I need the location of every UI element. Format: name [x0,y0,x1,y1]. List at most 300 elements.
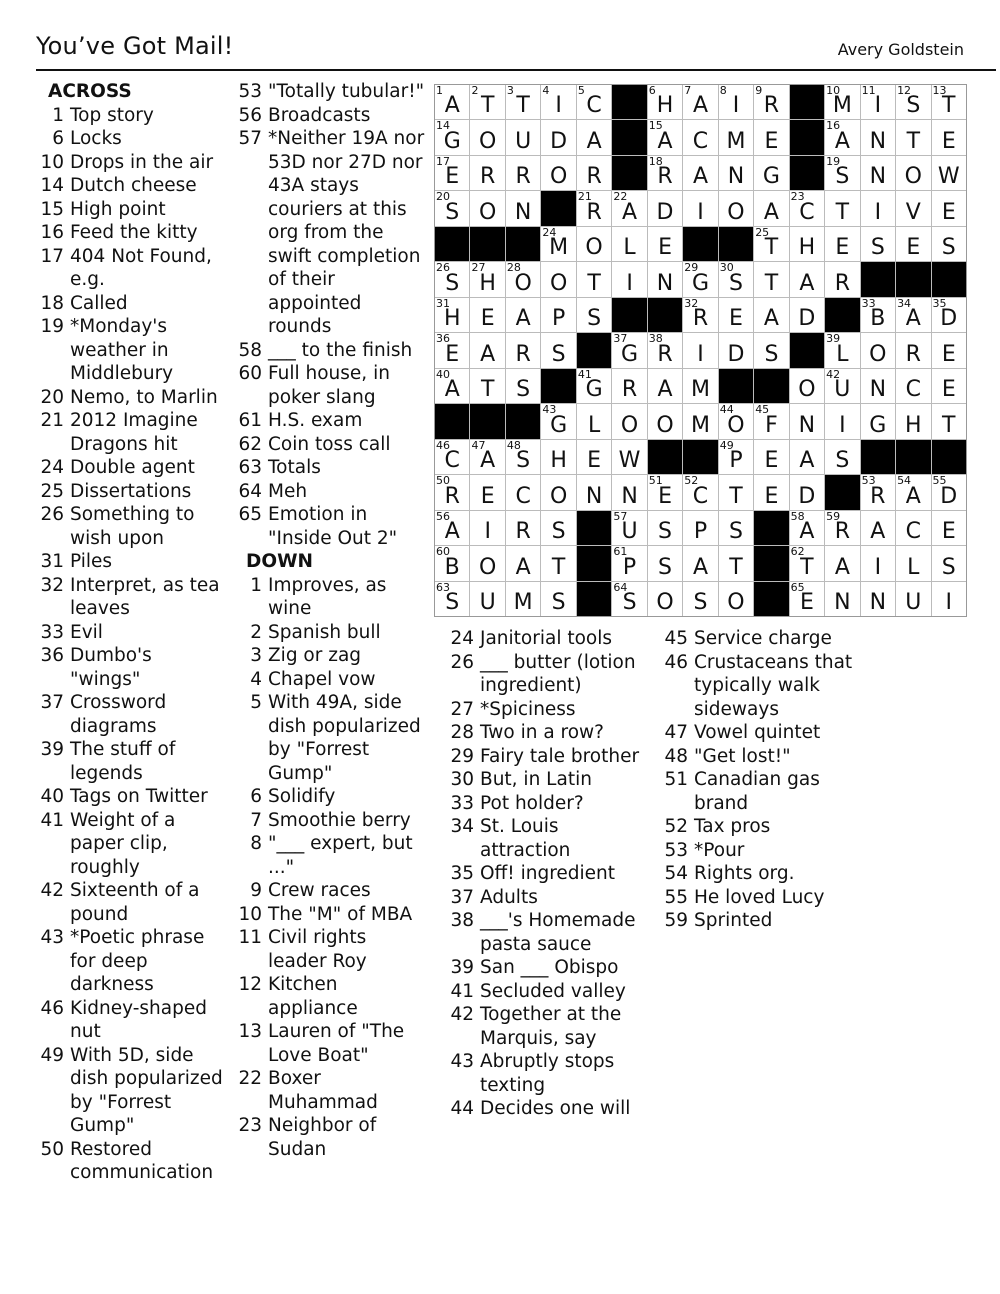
clue-text: Secluded valley [480,980,626,1002]
grid-cell[interactable] [932,475,966,509]
grid-cell[interactable] [435,546,469,580]
grid-cell[interactable] [790,582,824,616]
black-square [861,440,895,474]
grid-cell[interactable] [541,511,575,545]
header-rule [36,69,996,71]
grid-cell[interactable] [683,404,717,438]
cell-letter: S [622,590,637,615]
grid-cell[interactable] [612,582,646,616]
grid-cell[interactable] [541,546,575,580]
grid-cell[interactable] [683,298,717,332]
clue-number: 52 [664,816,688,837]
grid-cell[interactable] [932,333,966,367]
clue-item [236,832,426,879]
grid-cell[interactable] [896,191,930,225]
grid-cell[interactable] [790,262,824,296]
clue-text: Vowel quintet [694,722,821,743]
grid-cell[interactable] [470,191,504,225]
clue-item [662,627,862,651]
grid-cell[interactable] [825,369,859,403]
grid-cell[interactable] [683,475,717,509]
grid-cell[interactable] [754,262,788,296]
grid-cell[interactable] [932,546,966,580]
grid-cell[interactable] [612,191,646,225]
grid-cell[interactable] [932,404,966,438]
cell-letter: I [874,554,882,580]
grid-cell[interactable] [648,156,682,190]
clue-text: Double agent [70,457,195,478]
grid-cell[interactable] [577,298,611,332]
crossword-grid [434,84,967,617]
grid-cell[interactable] [861,511,895,545]
grid-cell[interactable] [790,227,824,261]
grid-cell[interactable] [470,475,504,509]
grid-cell[interactable] [435,191,469,225]
clue-number: 32 [40,574,64,596]
grid-cell[interactable] [861,333,895,367]
grid-cell[interactable] [470,546,504,580]
grid-cell[interactable] [754,227,788,261]
grid-cell[interactable] [577,262,611,296]
grid-cell[interactable] [754,85,788,119]
clue-number: 43 [40,927,64,948]
clue-number: 46 [664,651,688,673]
grid-cell[interactable] [932,85,966,119]
grid-cell[interactable] [470,582,504,616]
grid-cell[interactable] [435,85,469,119]
clue-number: 26 [450,651,474,673]
grid-cell[interactable] [683,191,717,225]
grid-cell[interactable] [683,333,717,367]
cell-letter: U [905,590,922,615]
grid-cell[interactable] [470,120,504,154]
cell-number: 13 [932,85,947,97]
grid-cell[interactable] [648,227,682,261]
clue-number: 45 [664,628,688,649]
grid-cell[interactable] [790,475,824,509]
grid-cell[interactable] [896,333,930,367]
grid-cell[interactable] [435,369,469,403]
grid-cell[interactable] [754,333,788,367]
clue-text: Off! ingredient [480,863,616,884]
grid-cell[interactable] [506,298,540,332]
grid-cell[interactable] [612,369,646,403]
grid-cell[interactable] [577,369,611,403]
grid-cell[interactable] [790,546,824,580]
grid-cell[interactable] [541,333,575,367]
clue-item [236,691,426,785]
cell-letter: A [905,483,921,509]
clue-text: Decides one will [480,1098,631,1119]
clue-item [38,574,228,621]
clue-column-2 [236,80,426,1161]
grid-cell[interactable] [612,546,646,580]
grid-cell[interactable] [825,511,859,545]
cell-letter: G [869,412,887,438]
grid-cell[interactable] [612,440,646,474]
clue-text: Civil rights leader Roy [268,927,367,972]
cell-number: 64 [613,581,628,594]
cell-letter: R [444,483,460,509]
cell-letter: O [549,164,568,190]
grid-cell[interactable] [825,191,859,225]
clue-item [38,809,228,880]
grid-cell[interactable] [435,582,469,616]
grid-cell[interactable] [790,440,824,474]
grid-cell[interactable] [754,440,788,474]
grid-cell[interactable] [754,475,788,509]
grid-cell[interactable] [435,298,469,332]
grid-cell[interactable] [790,298,824,332]
grid-cell[interactable] [612,333,646,367]
grid-cell[interactable] [648,582,682,616]
grid-cell[interactable] [719,582,753,616]
grid-cell[interactable] [719,120,753,154]
grid-cell[interactable] [470,369,504,403]
grid-cell[interactable] [896,475,930,509]
clue-item [38,315,228,386]
grid-cell[interactable] [825,156,859,190]
grid-cell[interactable] [612,227,646,261]
grid-cell[interactable] [648,262,682,296]
grid-cell[interactable] [719,298,753,332]
grid-cell[interactable] [932,298,966,332]
grid-cell[interactable] [825,333,859,367]
grid-cell[interactable] [470,333,504,367]
grid-cell[interactable] [754,298,788,332]
clue-text: Fairy tale brother [480,745,640,767]
grid-cell[interactable] [825,404,859,438]
cell-number: 43 [542,404,557,417]
grid-cell[interactable] [435,333,469,367]
grid-cell[interactable] [506,440,540,474]
grid-cell[interactable] [719,475,753,509]
cell-letter: A [834,128,850,154]
clue-item [236,903,426,927]
grid-cell[interactable] [683,262,717,296]
grid-cell[interactable] [470,262,504,296]
cell-number: 58 [790,510,805,523]
grid-cell[interactable] [683,369,717,403]
grid-cell[interactable] [648,369,682,403]
clue-text: *Monday's weather in Middlebury [70,316,174,384]
grid-cell[interactable] [541,85,575,119]
grid-cell[interactable] [577,227,611,261]
grid-cell[interactable] [541,120,575,154]
grid-cell[interactable] [506,85,540,119]
clue-item [662,745,862,769]
grid-cell[interactable] [861,369,895,403]
grid-cell[interactable] [506,120,540,154]
grid-cell[interactable] [896,120,930,154]
cell-number: 61 [613,546,628,559]
grid-cell[interactable] [790,191,824,225]
grid-cell[interactable] [541,298,575,332]
grid-cell[interactable] [861,298,895,332]
grid-cell[interactable] [683,156,717,190]
grid-cell[interactable] [790,404,824,438]
grid-cell[interactable] [506,511,540,545]
clue-number: 55 [664,886,688,908]
clue-text: Zig or zag [268,645,362,666]
grid-cell[interactable] [506,546,540,580]
clue-item [448,768,648,792]
cell-number: 36 [436,333,450,346]
grid-cell[interactable] [541,227,575,261]
grid-cell[interactable] [435,475,469,509]
cell-letter: R [763,93,780,119]
grid-cell[interactable] [506,333,540,367]
cell-letter: E [764,128,779,154]
grid-cell[interactable] [896,582,930,616]
clue-text: Kitchen appliance [268,974,358,1019]
grid-cell[interactable] [861,120,895,154]
clue-text: Together at the Marquis, say [480,1004,622,1049]
cell-letter: S [551,341,566,367]
cell-number: 62 [790,546,805,559]
grid-cell[interactable] [932,156,966,190]
cell-letter: T [800,554,814,580]
grid-cell[interactable] [435,262,469,296]
grid-cell[interactable] [719,404,753,438]
grid-cell[interactable] [470,298,504,332]
grid-cell[interactable] [648,191,682,225]
grid-cell[interactable] [577,475,611,509]
grid-cell[interactable] [861,475,895,509]
grid-cell[interactable] [577,440,611,474]
grid-cell[interactable] [825,227,859,261]
grid-cell[interactable] [470,511,504,545]
cell-letter: E [941,341,956,367]
grid-cell[interactable] [825,85,859,119]
grid-cell[interactable] [896,227,930,261]
grid-cell[interactable] [577,85,611,119]
grid-cell[interactable] [825,262,859,296]
cell-letter: N [585,483,603,509]
cell-letter: N [656,270,674,296]
grid-cell[interactable] [932,120,966,154]
clue-text: Smoothie berry [268,809,411,831]
grid-cell[interactable] [612,475,646,509]
grid-cell[interactable] [932,582,966,616]
clue-number: 39 [40,739,64,760]
clue-text: Coin toss call [268,433,391,455]
clue-item [38,221,228,245]
grid-cell[interactable] [754,191,788,225]
grid-cell[interactable] [506,262,540,296]
grid-cell[interactable] [719,440,753,474]
cell-letter: S [941,235,956,261]
grid-cell[interactable] [470,156,504,190]
grid-cell[interactable] [896,404,930,438]
grid-cell[interactable] [506,369,540,403]
grid-cell[interactable] [683,511,717,545]
grid-cell[interactable] [577,404,611,438]
grid-cell[interactable] [861,404,895,438]
grid-cell[interactable] [541,404,575,438]
grid-cell[interactable] [577,120,611,154]
clue-item [38,785,228,809]
grid-cell[interactable] [861,191,895,225]
grid-cell[interactable] [648,333,682,367]
grid-cell[interactable] [861,582,895,616]
grid-cell[interactable] [683,120,717,154]
grid-cell[interactable] [683,546,717,580]
grid-cell[interactable] [683,582,717,616]
cell-letter: A [692,164,709,190]
black-square [435,227,469,261]
grid-cell[interactable] [719,262,753,296]
black-square [825,298,859,332]
cell-letter: E [445,341,460,367]
grid-cell[interactable] [470,440,504,474]
cell-letter: R [834,519,850,545]
clue-text: Totals [268,457,321,478]
grid-cell[interactable] [896,298,930,332]
black-square [577,511,611,545]
cell-letter: C [515,483,531,509]
grid-cell[interactable] [896,369,930,403]
grid-cell[interactable] [719,191,753,225]
cell-letter: C [799,199,815,225]
clue-number: 51 [664,769,688,790]
grid-cell[interactable] [506,582,540,616]
grid-cell[interactable] [648,85,682,119]
clue-number: 49 [40,1044,64,1066]
grid-cell[interactable] [506,475,540,509]
black-square [648,298,682,332]
grid-cell[interactable] [896,546,930,580]
cell-number: 55 [932,475,947,488]
clue-number: 11 [238,927,262,948]
grid-cell[interactable] [470,85,504,119]
clue-text: He loved Lucy [694,886,825,908]
clue-number: 41 [40,809,64,831]
grid-cell[interactable] [506,191,540,225]
clue-number: 41 [450,980,474,1002]
grid-cell[interactable] [577,156,611,190]
black-square [861,262,895,296]
clue-text: Adults [480,886,538,908]
clue-item [448,698,648,722]
clue-item [236,409,426,433]
grid-cell[interactable] [896,511,930,545]
cell-letter: O [727,412,745,438]
cell-letter: S [551,519,566,545]
grid-cell[interactable] [861,227,895,261]
grid-cell[interactable] [648,511,682,545]
grid-cell[interactable] [896,85,930,119]
grid-cell[interactable] [861,85,895,119]
grid-cell[interactable] [648,546,682,580]
grid-cell[interactable] [612,511,646,545]
grid-cell[interactable] [825,546,859,580]
grid-cell[interactable] [648,120,682,154]
clue-item [236,127,426,339]
cell-letter: E [941,128,956,154]
cell-letter: S [835,164,850,190]
clue-column-3 [448,627,648,1121]
clue-item [448,745,648,769]
grid-cell[interactable] [932,191,966,225]
grid-cell[interactable] [825,582,859,616]
cell-letter: C [905,377,921,403]
grid-cell[interactable] [754,156,788,190]
grid-cell[interactable] [790,511,824,545]
clue-number: 42 [40,880,64,901]
cell-number: 23 [790,191,805,204]
grid-cell[interactable] [825,120,859,154]
grid-cell[interactable] [541,582,575,616]
clue-text: Emotion in "Inside Out 2" [268,504,398,549]
clue-text: Dutch cheese [70,175,197,196]
clue-number: 56 [238,104,262,126]
grid-cell[interactable] [683,85,717,119]
grid-cell[interactable] [719,546,753,580]
cell-letter: T [764,270,779,296]
cell-number: 29 [684,262,699,275]
grid-cell[interactable] [506,156,540,190]
cell-number: 65 [790,581,805,594]
clue-text: Kidney-shaped nut [70,997,207,1042]
clue-text: With 49A, side dish popularized by "Forrest Gump" [268,692,421,784]
cell-letter: A [763,199,779,225]
grid-cell[interactable] [754,404,788,438]
grid-cell[interactable] [612,262,646,296]
cell-letter: I [839,412,846,438]
grid-cell[interactable] [541,475,575,509]
grid-cell[interactable] [541,156,575,190]
cell-letter: C [692,483,709,509]
grid-cell[interactable] [719,333,753,367]
grid-cell[interactable] [541,440,575,474]
grid-cell[interactable] [719,85,753,119]
grid-cell[interactable] [932,511,966,545]
grid-cell[interactable] [754,120,788,154]
grid-cell[interactable] [719,156,753,190]
cell-letter: R [515,519,531,545]
grid-cell[interactable] [825,440,859,474]
grid-cell[interactable] [790,369,824,403]
grid-cell[interactable] [648,475,682,509]
grid-cell[interactable] [719,511,753,545]
cell-letter: O [479,199,497,225]
grid-cell[interactable] [435,156,469,190]
clue-item [448,1050,648,1097]
grid-cell[interactable] [861,156,895,190]
grid-cell[interactable] [648,404,682,438]
clue-item [448,956,648,980]
cell-letter: A [657,128,673,154]
grid-cell[interactable] [541,262,575,296]
clue-item [236,456,426,480]
grid-cell[interactable] [932,369,966,403]
grid-cell[interactable] [896,156,930,190]
grid-cell[interactable] [435,120,469,154]
clue-item [236,621,426,645]
cell-letter: S [658,519,673,545]
grid-cell[interactable] [435,511,469,545]
grid-cell[interactable] [932,227,966,261]
grid-cell[interactable] [435,440,469,474]
clue-item [662,886,862,910]
grid-cell[interactable] [861,546,895,580]
clue-number: 58 [238,339,262,361]
grid-cell[interactable] [577,191,611,225]
clue-number: 53 [664,839,688,861]
cell-letter: I [484,519,491,545]
grid-cell[interactable] [612,404,646,438]
